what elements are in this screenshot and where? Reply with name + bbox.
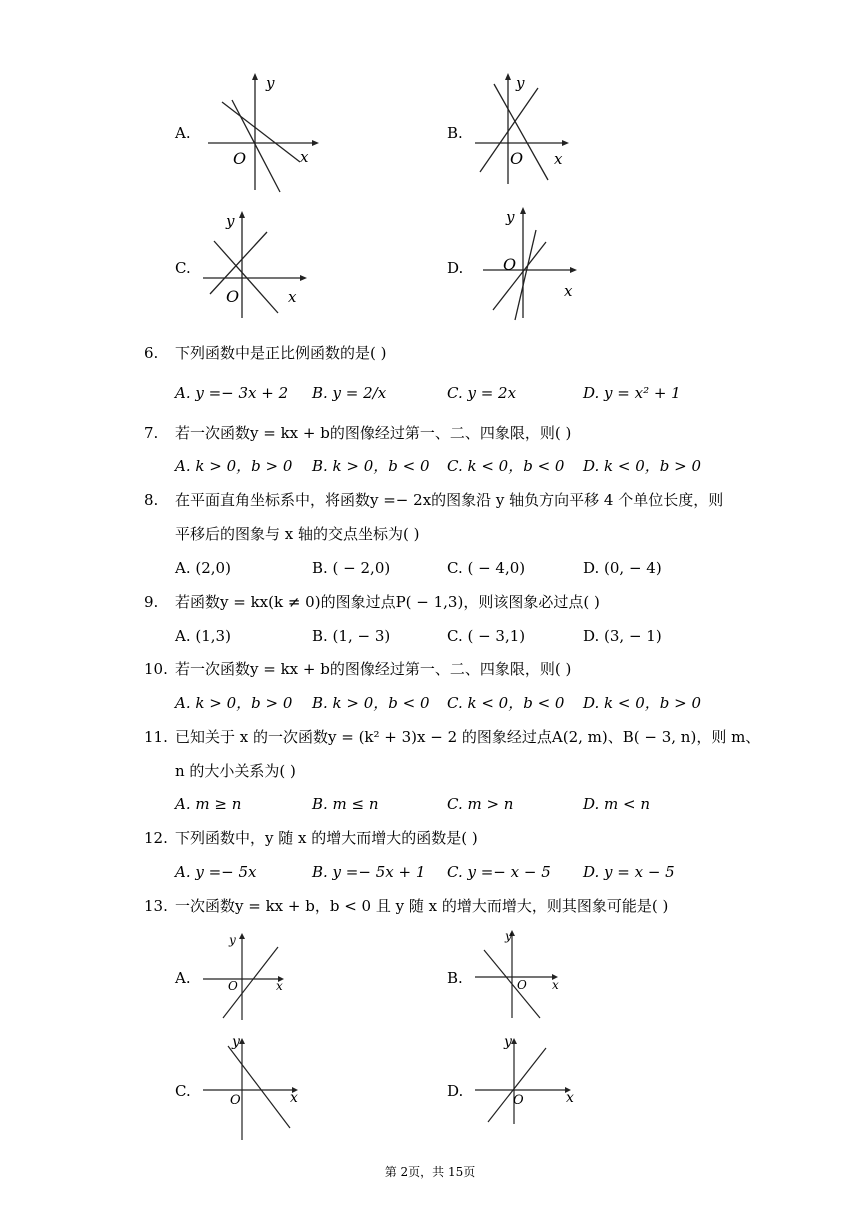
graph-option-label-a: A. [175,969,191,987]
question-number: 9. [144,593,159,611]
question-text: 已知关于 x 的一次函数y = (k² + 3)x − 2 的图象经过点A(2, m)、B( − 3, n)，则 m、 [175,728,761,746]
y-axis-arrow [252,73,258,80]
y-axis-arrow [505,73,511,80]
y-axis-label: y [504,1034,512,1050]
origin-label: O [503,255,517,274]
option-b: B. ( − 2,0) [312,559,391,577]
option-b: B. (1, − 3) [312,627,391,645]
x-axis-label: x [300,148,309,166]
y-axis-arrow [239,211,245,218]
question-number: 7. [144,424,159,442]
question-text: 若函数y = kx(k ≠ 0)的图象过点P( − 1,3)，则该图象必过点( ) [175,593,600,611]
question-text: 下列函数中，y 随 x 的增大而增大的函数是( ) [175,829,478,847]
option-a: A. k > 0，b > 0 [175,457,293,475]
x-axis-arrow [562,140,569,146]
y-axis-label: y [516,74,525,92]
graph-line [232,100,280,192]
question-number: 12. [144,829,168,847]
origin-label: O [513,1093,524,1108]
option-c: C. y = 2x [447,384,517,402]
graph-option-label-a: A. [175,124,191,142]
question-number: 10. [144,660,168,678]
graph-a-top [200,72,320,197]
graph-line [228,1046,290,1128]
graph-c-top [200,206,315,326]
question-number: 13. [144,897,168,915]
graph-option-label-c: C. [175,259,191,277]
option-c: C. m > n [447,795,514,813]
x-axis-label: x [552,978,559,992]
origin-label: O [228,979,238,993]
option-c: C. y =− x − 5 [447,863,551,881]
x-axis-label: x [276,979,283,993]
question-text-line2: 平移后的图象与 x 轴的交点坐标为( ) [175,525,420,543]
option-a: A. m ≥ n [175,795,242,813]
question-text: 在平面直角坐标系中，将函数y =− 2x的图象沿 y 轴负方向平移 4 个单位长度，则 [175,491,724,509]
option-c: C. ( − 3,1) [447,627,526,645]
y-axis-label: y [505,929,512,943]
graph-d-bottom [470,1034,580,1129]
option-b: B. y =− 5x + 1 [312,863,426,881]
graph-b-bottom [470,926,570,1026]
graph-line [210,232,267,294]
origin-label: O [517,978,527,992]
option-d: D. (3, − 1) [583,627,662,645]
y-axis-label: y [266,74,275,92]
option-a: A. (2,0) [175,559,231,577]
graph-option-label-b: B. [447,124,463,142]
option-c: C. k < 0，b < 0 [447,694,565,712]
x-axis-label: x [288,288,297,306]
question-number: 8. [144,491,159,509]
option-d: D. y = x − 5 [583,863,675,881]
x-axis-label: x [290,1090,298,1106]
option-d: D. k < 0，b > 0 [583,694,702,712]
option-c: C. ( − 4,0) [447,559,526,577]
option-b: B. k > 0，b < 0 [312,694,430,712]
option-c: C. k < 0，b < 0 [447,457,565,475]
question-text-line2: n 的大小关系为( ) [175,762,296,780]
x-axis-arrow [570,267,577,273]
option-b: B. m ≤ n [312,795,379,813]
option-a: A. y =− 5x [175,863,257,881]
option-d: D. y = x² + 1 [583,384,681,402]
option-a: A. (1,3) [175,627,231,645]
graph-c-bottom [198,1034,308,1144]
origin-label: O [233,149,247,168]
option-a: A. y =− 3x + 2 [175,384,289,402]
option-d: D. k < 0，b > 0 [583,457,702,475]
graph-line [515,230,536,320]
origin-label: O [226,287,240,306]
x-axis-arrow [312,140,319,146]
graph-option-label-d: D. [447,1082,464,1100]
graph-option-label-d: D. [447,259,464,277]
graph-option-label-c: C. [175,1082,191,1100]
question-text: 一次函数y = kx + b，b < 0 且 y 随 x 的增大而增大，则其图象可能是( ) [175,897,669,915]
y-axis-arrow [520,207,526,214]
origin-label: O [230,1093,241,1108]
question-number: 6. [144,344,159,362]
option-b: B. k > 0，b < 0 [312,457,430,475]
origin-label: O [510,149,524,168]
graph-line [480,88,538,172]
y-axis-label: y [506,208,515,226]
page-footer: 第 2页，共 15页 [384,1165,476,1179]
question-text: 若一次函数y = kx + b的图像经过第一、二、四象限，则( ) [175,424,572,442]
graph-a-bottom [198,930,298,1025]
option-d: D. (0, − 4) [583,559,662,577]
graph-line [488,1048,546,1122]
x-axis-label: x [564,282,573,300]
question-number: 11. [144,728,168,746]
option-a: A. k > 0，b > 0 [175,694,293,712]
y-axis-label: y [226,212,235,230]
x-axis-label: x [554,150,563,168]
graph-b-top [470,72,590,197]
x-axis-label: x [566,1090,574,1106]
graph-d-top [478,202,588,327]
question-text: 下列函数中是正比例函数的是( ) [175,344,387,362]
option-d: D. m < n [583,795,651,813]
option-b: B. y = 2/x [312,384,387,402]
graph-option-label-b: B. [447,969,463,987]
y-axis-label: y [229,933,236,947]
y-axis-label: y [232,1034,240,1050]
y-axis-arrow [239,933,245,939]
graph-line [214,241,278,313]
question-text: 若一次函数y = kx + b的图像经过第一、二、四象限，则( ) [175,660,572,678]
x-axis-arrow [300,275,307,281]
